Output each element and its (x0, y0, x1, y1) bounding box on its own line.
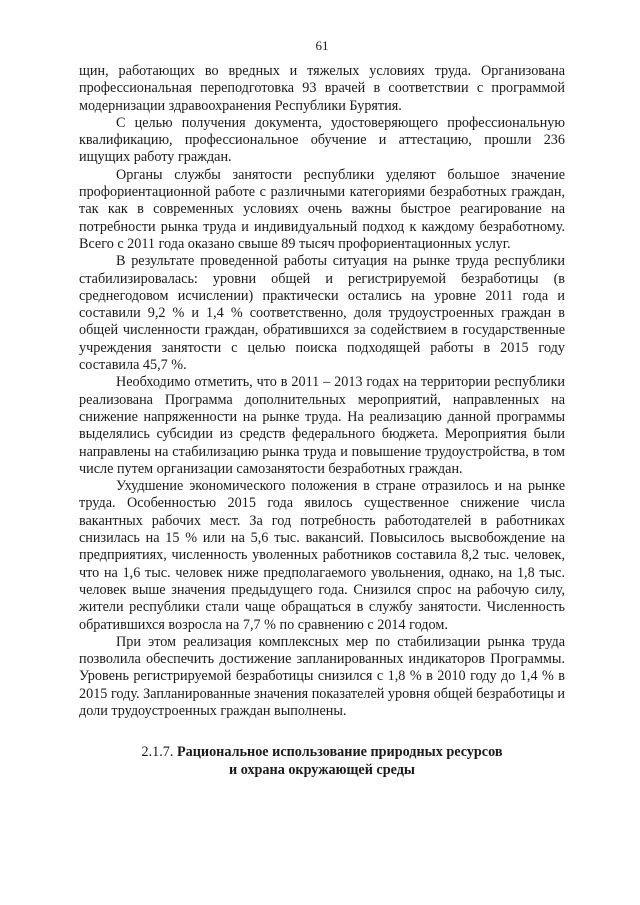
page-number: 61 (315, 38, 329, 53)
paragraph-economic-deterioration: Ухудшение экономического положения в стране отразилось и на рынке труда. Особенностью 2015 года явилось существенное снижение числа вакантных рабочих мест. За год потребность работодателей в работниках снизилась на 15 % или на 5,6 тыс. вакансий. Повысилось высвобождение на предприятиях, численность уволенных работников составила 8,2 тыс. человек, что на 1,6 тыс. человек ниже предполагаемого увольнения, однако, на 1,8 тыс. человек выше значения предыдущего года. Снизился спрос на рабочую силу, жители республики стали чаще обращаться в службу занятости. Численность обратившихся возросла на 7,7 % по сравнению с 2014 годом. (79, 478, 565, 633)
paragraph-program-indicators: При этом реализация комплексных мер по стабилизации рынка труда позволила обеспечить достижение запланированных индикаторов Программы. Уровень регистрируемой безработицы снизился с 1,8 % в 2010 году до 1,4 % в 2015 году. Запланированные значения показателей уровня общей безработицы и доли трудоустроенных граждан выполнены. (79, 633, 565, 719)
section-heading-line1 (79, 744, 565, 762)
paragraph-labor-market-stabilization: В результате проведенной работы ситуация на рынке труда республики стабилизировалась: уровни общей и регистрируемой безработицы (в среднегодовом исчислении) практически остались на уровне 2011 года и составили 9,2 % и 1,4 % соответственно, доля трудоустроенных граждан в общей численности граждан, обратившихся за содействием в государственные учреждения занятости с целью поиска подходящей работы в 2015 году составила 45,7 %. (79, 253, 565, 374)
paragraph-career-guidance: Органы службы занятости республики уделяют большое значение профориентационной работе с различными категориями безработных граждан, так как в современных условиях очень важны быстрое реагирование на потребности рынка труда и индивидуальный подход к каждому безработному. Всего с 2011 года оказано свыше 89 тысяч профориентационных услуг. (79, 166, 565, 252)
document-page (79, 38, 565, 779)
paragraph-qualification: С целью получения документа, удостоверяющего профессиональную квалификацию, профессиональное обучение и аттестацию, прошли 236 ищущих работу граждан. (79, 114, 565, 166)
paragraph-continuation: щин, работающих во вредных и тяжелых условиях труда. Организована профессиональная переподготовка 93 врачей в соответствии с программой модернизации здравоохранения Республики Бурятия. (79, 63, 565, 114)
paragraph-additional-program: Необходимо отметить, что в 2011 – 2013 годах на территории республики реализована Программа дополнительных мероприятий, направленных на снижение напряженности на рынке труда. На реализацию данной программы выделялись субсидии из средств федерального бюджета. Мероприятия были направлены на стабилизацию рынка труда и повышение трудоустройства, в том числе путем организации самозанятости безработных граждан. (79, 374, 565, 477)
section-title-line1: Рациональное использование природных ресурсов (176, 744, 503, 761)
section-number: 2.1.7. (141, 744, 174, 761)
section-heading (79, 744, 565, 779)
section-title-line2: и охрана окружающей среды (228, 761, 415, 778)
